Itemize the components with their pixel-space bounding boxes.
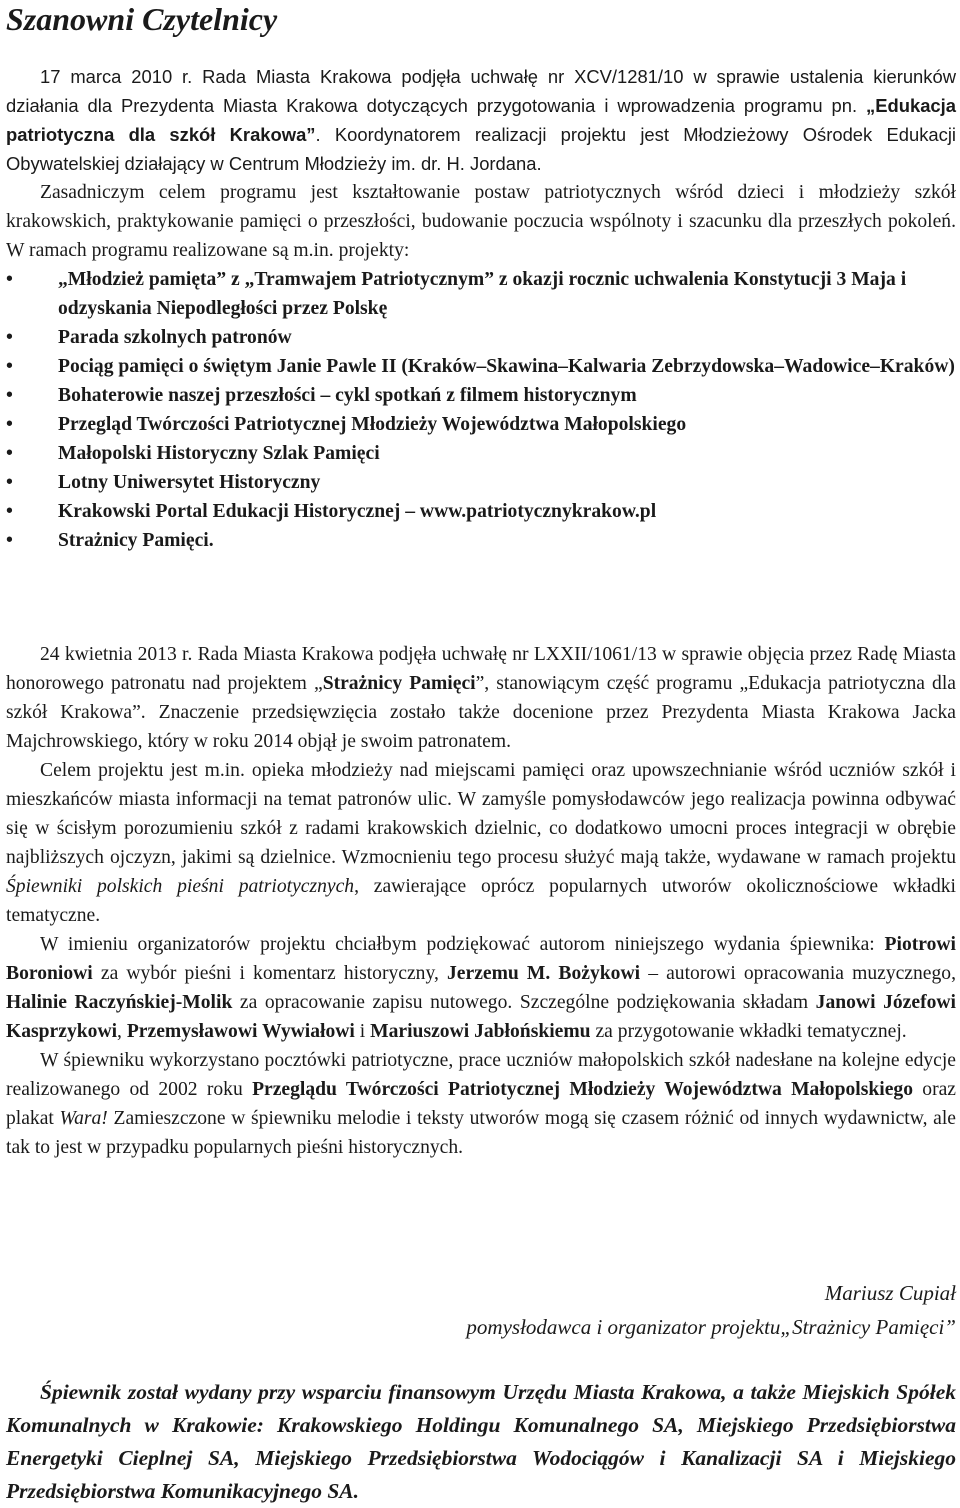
funding-text: Śpiewnik został wydany przy wsparciu finansowym Urzędu Miasta Krakowa, a także Miejskich Spółek Komunalnych w Krakowie: Krakowskiego Holdingu Komunalnego SA, Miejskiego Przedsiębiorstwa Energetyki Cieplnej SA, Miejskiego Przedsiębiorstwa Wodociągów i Kanalizacji SA i Miejskiego Przedsiębiorstwa Komunikacyjnego SA.: [6, 1380, 956, 1503]
project-name: „Młodzież pamięta” z „Tramwajem Patriotycznym” z okazji rocznic uchwalenia Konstytucji 3 Maja i odzyskania Niepodległości przez Polskę: [58, 269, 907, 319]
bullet-icon: •: [6, 327, 13, 348]
bullet-icon: •: [6, 472, 13, 493]
resolution-date: 17 marca 2010 r.: [40, 66, 193, 87]
project-name: Małopolski Historyczny Szlak Pamięci: [58, 443, 380, 464]
patronage-text-cont: ”, stanowiącym część programu „Edukacja patriotyczna dla szkół Krakowa”. Znaczenie przedsięwzięcia zostało także docenione przez Prezydenta Miasta Krakowa Jacka Majchrowskiego, który w roku 2014 objął je swoim patronatem.: [6, 673, 956, 752]
resolution-text: Rada Miasta Krakowa podjęła uchwałę nr XCV/1281/10 w sprawie ustalenia kierunków działania dla Prezydenta Miasta Krakowa dotyczących przygotowania i wprowadzenia programu pn.: [6, 66, 956, 116]
paragraph-sources: [6, 1046, 956, 1162]
list-item: [6, 410, 956, 439]
author-name: Halinie Raczyńskiej-Molik: [6, 992, 233, 1013]
author-name: Piotrowi Boroniowi: [6, 934, 956, 984]
sources-text: W śpiewniku wykorzystano pocztówki patriotyczne, prace uczniów małopolskich szkół nadesłane na kolejne edycje realizowanego od 2002 roku: [6, 1050, 956, 1100]
coordinator-text: . Koordynatorem realizacji projektu jest Młodzieżowy Ośrodek Edukacji Obywatelskiej działający w Centrum Młodzieży im. dr. H. Jordana.: [6, 124, 956, 174]
bullet-icon: •: [6, 269, 13, 290]
bullet-icon: •: [6, 356, 13, 377]
paragraph-acknowledgements: [6, 930, 956, 1046]
list-item: [6, 526, 956, 555]
intro-section: [6, 62, 956, 555]
list-item: [6, 468, 956, 497]
songbook-title: Śpiewniki polskich pieśni patriotycznych: [6, 876, 355, 897]
ack-text: za przygotowanie wkładki tematycznej.: [590, 1021, 907, 1042]
paragraph-patronage: [6, 640, 956, 756]
sources-text: oraz plakat: [6, 1079, 956, 1129]
goal-text-cont: , zawierające oprócz popularnych utworów okolicznościowe wkładki tematyczne.: [6, 876, 956, 926]
list-item: [6, 323, 956, 352]
author-name: Janowi Józefowi Kasprzykowi: [6, 992, 956, 1042]
list-item: [6, 497, 956, 526]
projects-list: [6, 265, 956, 555]
page-title: Szanowni Czytelnicy: [6, 1, 278, 37]
list-item: [6, 352, 956, 381]
goal-text: Zasadniczym celem programu jest kształtowanie postaw patriotycznych wśród dzieci i młodzieży szkół krakowskich, praktykowanie pamięci o przeszłości, budowanie poczucia wspólnoty i szacunku dla przeszłych pokoleń. W ramach programu realizowane są m.in. projekty:: [6, 182, 956, 261]
bullet-icon: •: [6, 501, 13, 522]
paragraph-program-goal: [6, 178, 956, 265]
program-name: „Edukacja patriotyczna dla szkół Krakowa”: [6, 95, 956, 145]
goal-text: Celem projektu jest m.in. opieka młodzieży nad miejscami pamięci oraz upowszechnianie wśród uczniów szkół i mieszkańców miasta informacji na temat patronów ulic. W zamyśle pomysłodawców jego realizacja powinna odbywać się w ścisłym porozumieniu szkół z radami krakowskich dzielnic, co dodatkowo umocni proces integracji w obrębie najbliższych ojczyzn, jakimi są dzielnice. Wzmocnieniu tego procesu służyć mają także, wydawane w ramach projektu: [6, 760, 956, 868]
ack-text: ,: [117, 1021, 127, 1042]
bullet-icon: •: [6, 443, 13, 464]
author-name: Przemysławowi Wywiałowi: [126, 1021, 355, 1042]
paragraph-project-goal: [6, 756, 956, 930]
ack-text: W imieniu organizatorów projektu chciałbym podziękować autorom niniejszego wydania śpiewnika:: [40, 934, 885, 955]
poster-title: Wara!: [59, 1108, 108, 1129]
list-item: [6, 265, 956, 323]
project-name: Przegląd Twórczości Patriotycznej Młodzieży Województwa Małopolskiego: [58, 414, 687, 435]
ack-text: za opracowanie zapisu nutowego. Szczególne podziękowania składam: [232, 992, 816, 1013]
sources-text: Zamieszczone w śpiewniku melodie i teksty utworów mogą się czasem różnić od innych wydawnictw, ale tak to jest w przypadku popularnych pieśni historycznych.: [6, 1108, 956, 1158]
project-name: Bohaterowie naszej przeszłości – cykl spotkań z filmem historycznym: [58, 385, 637, 406]
bullet-icon: •: [6, 385, 13, 406]
project-name: Parada szkolnych patronów: [58, 327, 292, 348]
signature-block: [6, 1276, 956, 1344]
bullet-icon: •: [6, 414, 13, 435]
review-name: Przeglądu Twórczości Patriotycznej Młodzieży Województwa Małopolskiego: [252, 1079, 913, 1100]
list-item: [6, 381, 956, 410]
patronage-text: 24 kwietnia 2013 r. Rada Miasta Krakowa podjęła uchwałę nr LXXII/1061/13 w sprawie objęcia przez Radę Miasta honorowego patronatu nad projektem „: [6, 644, 956, 694]
signature-name: Mariusz Cupiał: [824, 1281, 956, 1305]
project-name: Strażnicy Pamięci.: [58, 530, 214, 551]
ack-text: – autorowi opracowania muzycznego,: [640, 963, 956, 984]
ack-text: za wybór pieśni i komentarz historyczny,: [92, 963, 447, 984]
project-title-bold: Strażnicy Pamięci: [322, 673, 476, 694]
list-item: [6, 439, 956, 468]
project-name: Krakowski Portal Edukacji Historycznej – www.patriotycznykrakow.pl: [58, 501, 657, 522]
author-name: Mariuszowi Jabłońskiemu: [370, 1021, 591, 1042]
signature-role: pomysłodawca i organizator projektu„Strażnicy Pamięci”: [466, 1315, 956, 1339]
project-name: Pociąg pamięci o świętym Janie Pawle II (Kraków–Skawina–Kalwaria Zebrzydowska–Wadowice–Kraków): [58, 356, 955, 377]
project-name: Lotny Uniwersytet Historyczny: [58, 472, 321, 493]
patronage-section: [6, 640, 956, 1162]
bullet-icon: •: [6, 530, 13, 551]
author-name: Jerzemu M. Bożykowi: [447, 963, 641, 984]
paragraph-program-resolution: [6, 62, 956, 178]
ack-text: i: [354, 1021, 371, 1042]
funding-note: [6, 1376, 956, 1508]
